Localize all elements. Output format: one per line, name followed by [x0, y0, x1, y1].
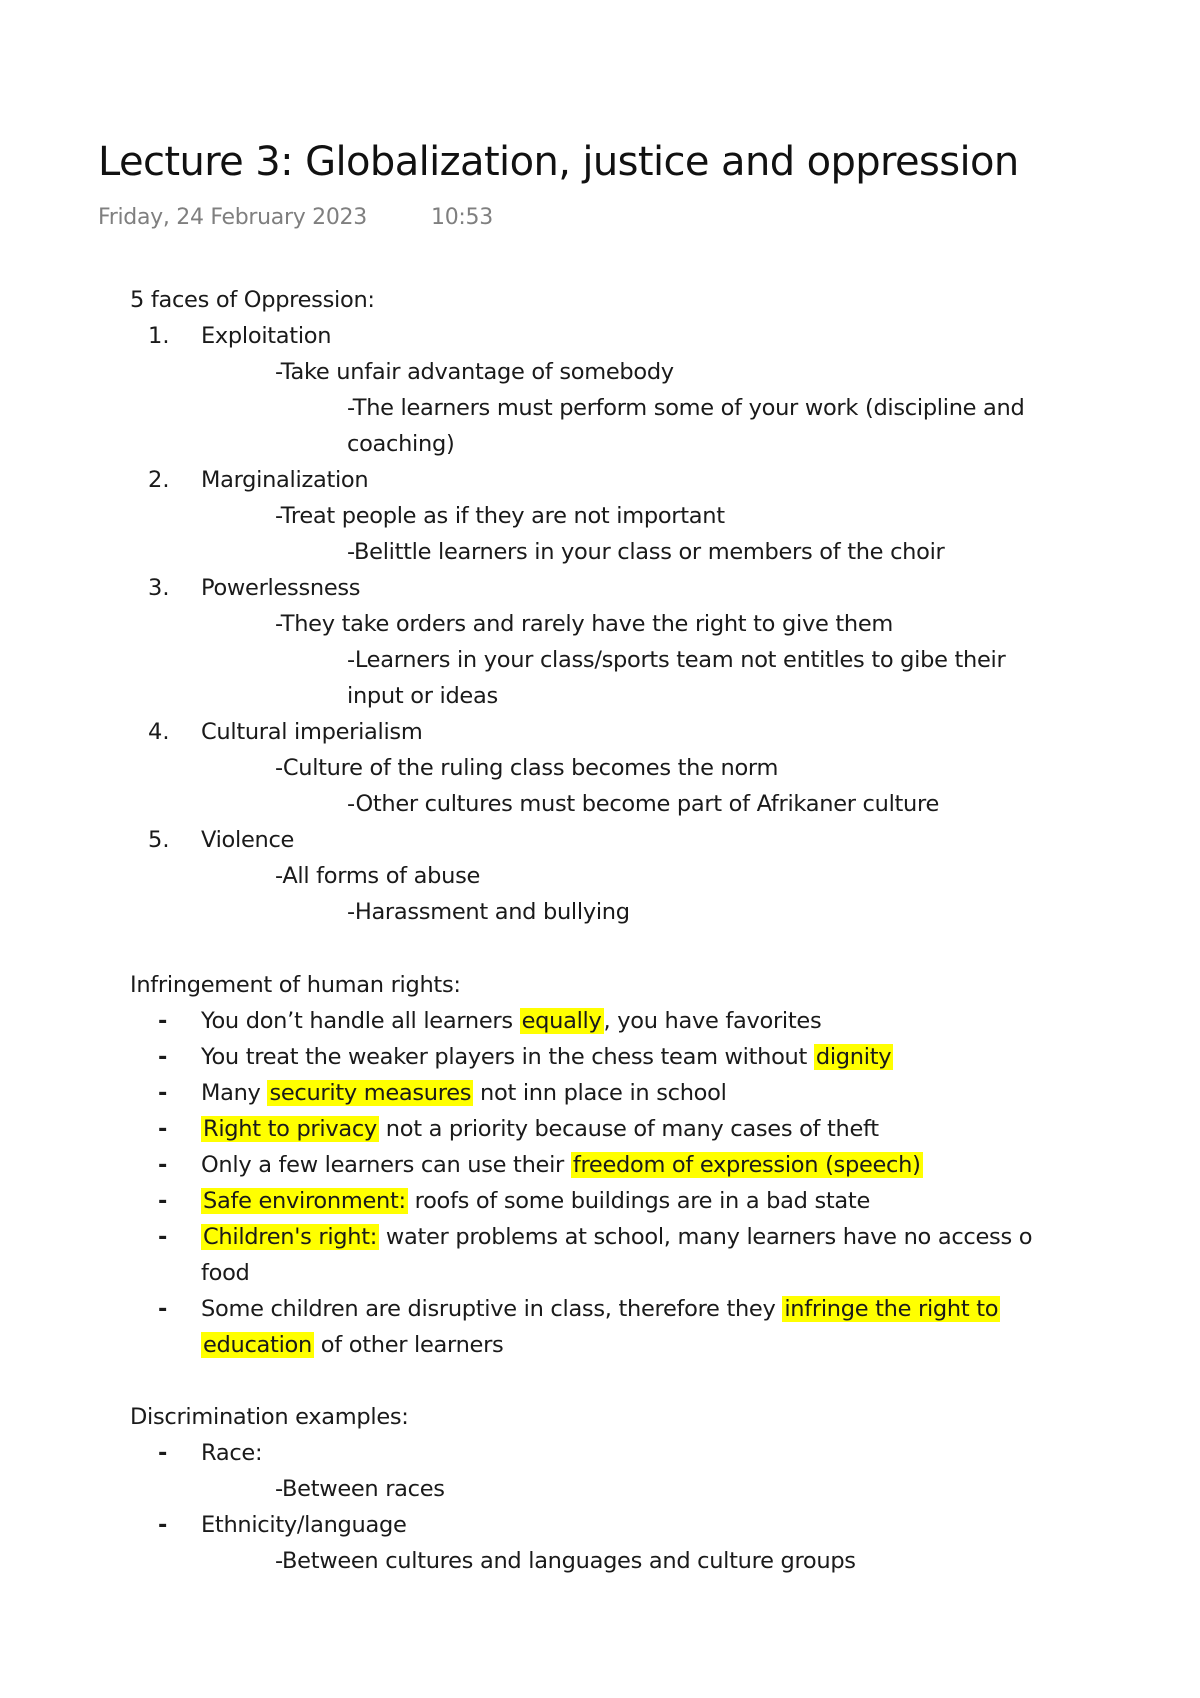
- discrimination-item-detail: -Between cultures and languages and culture groups: [275, 1548, 856, 1574]
- bullet-dash: -: [158, 1116, 168, 1142]
- rights-item: Children's right: water problems at school, many learners have no access o: [203, 1224, 1033, 1250]
- oppression-item-point: -All forms of abuse: [275, 863, 481, 889]
- oppression-item-label: Exploitation: [201, 323, 332, 349]
- oppression-item-example: -Other cultures must become part of Afrikaner culture: [347, 791, 940, 817]
- highlight: equally: [521, 1008, 602, 1034]
- oppression-heading: 5 faces of Oppression:: [130, 287, 375, 313]
- oppression-item-point: -Culture of the ruling class becomes the norm: [275, 755, 779, 781]
- discrimination-item-detail: -Between races: [275, 1476, 445, 1502]
- highlight: Safe environment:: [203, 1188, 406, 1214]
- bullet-dash: -: [158, 1152, 168, 1178]
- bullet-dash: -: [158, 1296, 168, 1322]
- rights-item: Safe environment: roofs of some buildings are in a bad state: [203, 1188, 870, 1214]
- highlight: security measures: [269, 1080, 472, 1106]
- oppression-item-label: Powerlessness: [201, 575, 361, 601]
- bullet-dash: -: [158, 1008, 168, 1034]
- oppression-item-point: -They take orders and rarely have the right to give them: [275, 611, 893, 637]
- oppression-item-example: -Learners in your class/sports team not entitles to gibe their: [347, 647, 1006, 673]
- highlight: education: [203, 1332, 312, 1358]
- highlight: dignity: [815, 1044, 892, 1070]
- highlight: Children's right:: [203, 1224, 378, 1250]
- bullet-dash: -: [158, 1224, 168, 1250]
- oppression-item-example: -The learners must perform some of your work (discipline and: [347, 395, 1025, 421]
- list-number: 1.: [148, 323, 170, 349]
- note-date: Friday, 24 February 2023: [98, 205, 367, 230]
- discrimination-heading: Discrimination examples:: [130, 1404, 409, 1430]
- rights-item: Right to privacy not a priority because of many cases of theft: [203, 1116, 879, 1142]
- discrimination-item-label: Ethnicity/language: [201, 1512, 407, 1538]
- oppression-item-label: Violence: [201, 827, 295, 853]
- bullet-dash: -: [158, 1188, 168, 1214]
- bullet-dash: -: [158, 1080, 168, 1106]
- list-number: 3.: [148, 575, 170, 601]
- rights-item: Only a few learners can use their freedom of expression (speech): [201, 1152, 921, 1178]
- rights-heading: Infringement of human rights:: [130, 972, 461, 998]
- oppression-item-example-cont: input or ideas: [347, 683, 498, 709]
- oppression-item-label: Marginalization: [201, 467, 369, 493]
- oppression-item-point: -Treat people as if they are not important: [275, 503, 725, 529]
- rights-item-cont: food: [201, 1260, 250, 1286]
- rights-item: You don’t handle all learners equally, you have favorites: [201, 1008, 822, 1034]
- bullet-dash: -: [158, 1512, 168, 1538]
- rights-item-cont: education of other learners: [203, 1332, 504, 1358]
- discrimination-item-label: Race:: [201, 1440, 263, 1466]
- list-number: 5.: [148, 827, 170, 853]
- highlight: Right to privacy: [203, 1116, 377, 1142]
- rights-item: Many security measures not inn place in school: [201, 1080, 727, 1106]
- bullet-dash: -: [158, 1440, 168, 1466]
- oppression-item-example: -Harassment and bullying: [347, 899, 630, 925]
- rights-item: Some children are disruptive in class, therefore they infringe the right to: [201, 1296, 999, 1322]
- oppression-item-example: -Belittle learners in your class or members of the choir: [347, 539, 945, 565]
- rights-item: You treat the weaker players in the chess team without dignity: [201, 1044, 892, 1070]
- bullet-dash: -: [158, 1044, 168, 1070]
- highlight: infringe the right to: [784, 1296, 999, 1322]
- oppression-item-label: Cultural imperialism: [201, 719, 423, 745]
- list-number: 2.: [148, 467, 170, 493]
- oppression-item-example-cont: coaching): [347, 431, 455, 457]
- oppression-item-point: -Take unfair advantage of somebody: [275, 359, 674, 385]
- list-number: 4.: [148, 719, 170, 745]
- highlight: freedom of expression (speech): [572, 1152, 921, 1178]
- page-title: Lecture 3: Globalization, justice and oppression: [98, 139, 1019, 185]
- note-time: 10:53: [431, 205, 493, 230]
